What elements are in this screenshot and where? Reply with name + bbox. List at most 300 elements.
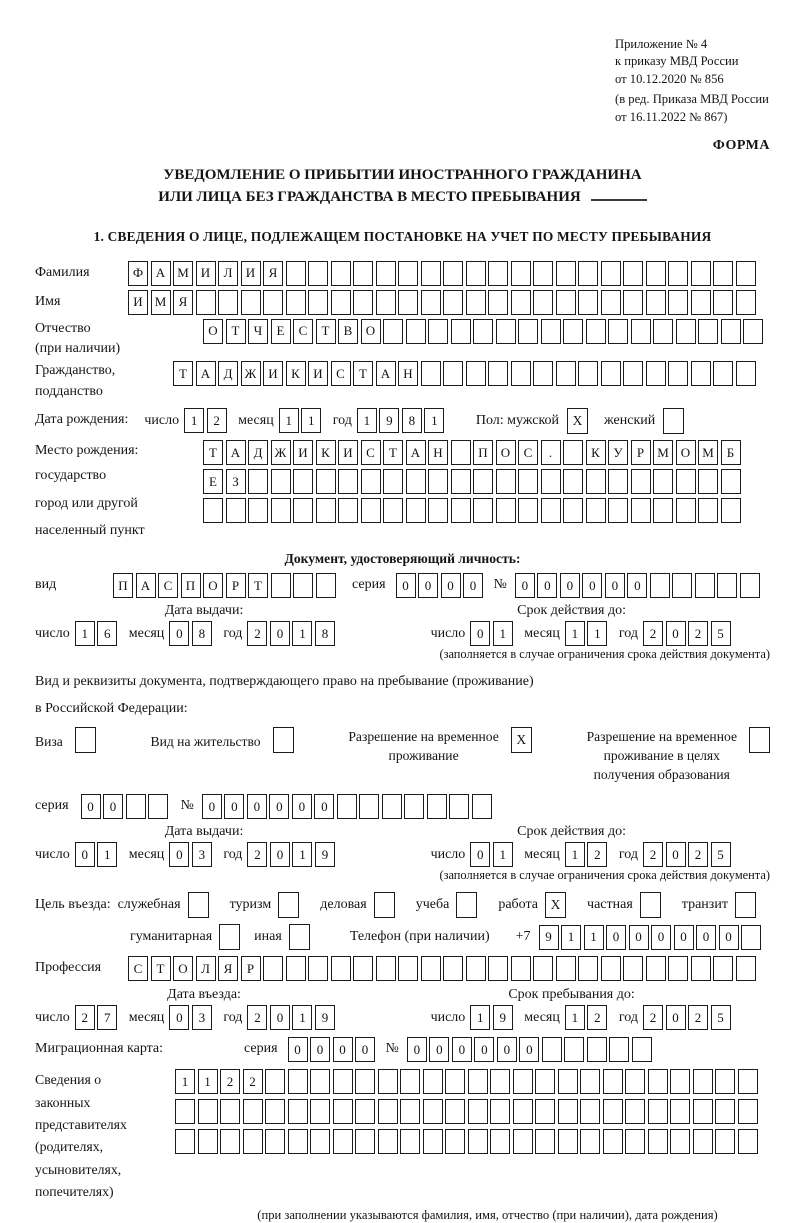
char-cell[interactable]: 0	[474, 1037, 494, 1062]
char-cell[interactable]	[533, 956, 553, 981]
char-cell[interactable]	[608, 469, 628, 494]
char-cell[interactable]: 2	[587, 1005, 607, 1030]
char-cell[interactable]	[564, 1037, 584, 1062]
char-cell[interactable]	[353, 956, 373, 981]
char-cell[interactable]	[578, 956, 598, 981]
char-cell[interactable]: 0	[169, 621, 189, 646]
char-cell[interactable]	[355, 1099, 375, 1124]
char-cell[interactable]	[488, 290, 508, 315]
char-cell[interactable]: 0	[463, 573, 483, 598]
char-cell[interactable]: 2	[220, 1069, 240, 1094]
char-cell[interactable]	[316, 573, 336, 598]
char-cell[interactable]: П	[113, 573, 133, 598]
char-cell[interactable]: Т	[383, 440, 403, 465]
char-cell[interactable]: 8	[402, 408, 422, 433]
char-cell[interactable]: О	[203, 573, 223, 598]
purpose-checkbox[interactable]	[374, 892, 395, 918]
char-cell[interactable]	[288, 1099, 308, 1124]
char-cell[interactable]	[376, 261, 396, 286]
char-cell[interactable]	[693, 1099, 713, 1124]
char-cell[interactable]: 0	[270, 621, 290, 646]
char-cell[interactable]	[466, 290, 486, 315]
char-cell[interactable]	[490, 1099, 510, 1124]
char-cell[interactable]	[646, 290, 666, 315]
char-cell[interactable]: 0	[333, 1037, 353, 1062]
char-cell[interactable]: 1	[175, 1069, 195, 1094]
char-cell[interactable]: Т	[151, 956, 171, 981]
char-cell[interactable]	[378, 1069, 398, 1094]
char-cell[interactable]: 8	[315, 621, 335, 646]
char-cell[interactable]: 1	[493, 621, 513, 646]
char-cell[interactable]: С	[293, 319, 313, 344]
char-cell[interactable]: 0	[627, 573, 647, 598]
char-cell[interactable]	[338, 498, 358, 523]
char-cell[interactable]: 0	[452, 1037, 472, 1062]
char-cell[interactable]: 1	[561, 925, 581, 950]
char-cell[interactable]	[338, 469, 358, 494]
char-cell[interactable]: 7	[97, 1005, 117, 1030]
char-cell[interactable]: 0	[666, 621, 686, 646]
char-cell[interactable]	[558, 1129, 578, 1154]
char-cell[interactable]	[248, 498, 268, 523]
char-cell[interactable]	[542, 1037, 562, 1062]
char-cell[interactable]	[333, 1069, 353, 1094]
char-cell[interactable]: 0	[651, 925, 671, 950]
char-cell[interactable]	[126, 794, 146, 819]
char-cell[interactable]	[625, 1069, 645, 1094]
char-cell[interactable]: 1	[357, 408, 377, 433]
char-cell[interactable]: 0	[103, 794, 123, 819]
char-cell[interactable]	[511, 290, 531, 315]
char-cell[interactable]: 0	[515, 573, 535, 598]
char-cell[interactable]: Б	[721, 440, 741, 465]
char-cell[interactable]	[558, 1069, 578, 1094]
char-cell[interactable]: 0	[202, 794, 222, 819]
char-cell[interactable]	[203, 498, 223, 523]
char-cell[interactable]	[310, 1069, 330, 1094]
char-cell[interactable]	[578, 361, 598, 386]
char-cell[interactable]	[511, 361, 531, 386]
char-cell[interactable]: Ч	[248, 319, 268, 344]
purpose-checkbox[interactable]	[188, 892, 209, 918]
char-cell[interactable]	[563, 440, 583, 465]
char-cell[interactable]: Р	[226, 573, 246, 598]
char-cell[interactable]: З	[226, 469, 246, 494]
char-cell[interactable]: А	[406, 440, 426, 465]
char-cell[interactable]: И	[263, 361, 283, 386]
char-cell[interactable]	[443, 261, 463, 286]
char-cell[interactable]: П	[181, 573, 201, 598]
char-cell[interactable]	[608, 498, 628, 523]
char-cell[interactable]: 2	[643, 621, 663, 646]
char-cell[interactable]	[376, 290, 396, 315]
char-cell[interactable]: С	[331, 361, 351, 386]
char-cell[interactable]	[691, 361, 711, 386]
char-cell[interactable]	[738, 1129, 758, 1154]
char-cell[interactable]: Ж	[271, 440, 291, 465]
char-cell[interactable]: И	[293, 440, 313, 465]
char-cell[interactable]: 5	[711, 621, 731, 646]
char-cell[interactable]: 0	[407, 1037, 427, 1062]
char-cell[interactable]: 0	[288, 1037, 308, 1062]
char-cell[interactable]	[535, 1129, 555, 1154]
char-cell[interactable]	[541, 319, 561, 344]
char-cell[interactable]	[580, 1099, 600, 1124]
char-cell[interactable]	[308, 261, 328, 286]
char-cell[interactable]	[445, 1069, 465, 1094]
char-cell[interactable]	[488, 361, 508, 386]
char-cell[interactable]	[468, 1129, 488, 1154]
char-cell[interactable]	[488, 956, 508, 981]
char-cell[interactable]	[676, 498, 696, 523]
char-cell[interactable]: 1	[565, 1005, 585, 1030]
char-cell[interactable]	[361, 469, 381, 494]
char-cell[interactable]	[631, 469, 651, 494]
char-cell[interactable]	[608, 319, 628, 344]
char-cell[interactable]	[293, 469, 313, 494]
char-cell[interactable]	[331, 290, 351, 315]
char-cell[interactable]	[721, 469, 741, 494]
char-cell[interactable]	[541, 469, 561, 494]
char-cell[interactable]: 1	[470, 1005, 490, 1030]
char-cell[interactable]: И	[308, 361, 328, 386]
char-cell[interactable]: 0	[666, 1005, 686, 1030]
char-cell[interactable]	[376, 956, 396, 981]
char-cell[interactable]: 9	[315, 842, 335, 867]
char-cell[interactable]: 1	[301, 408, 321, 433]
char-cell[interactable]	[265, 1129, 285, 1154]
char-cell[interactable]	[496, 319, 516, 344]
char-cell[interactable]	[713, 261, 733, 286]
char-cell[interactable]: Е	[203, 469, 223, 494]
purpose-checkbox[interactable]	[219, 924, 240, 950]
char-cell[interactable]	[406, 469, 426, 494]
char-cell[interactable]	[466, 956, 486, 981]
char-cell[interactable]	[496, 469, 516, 494]
char-cell[interactable]	[271, 498, 291, 523]
char-cell[interactable]	[558, 1099, 578, 1124]
char-cell[interactable]: 0	[537, 573, 557, 598]
char-cell[interactable]	[423, 1099, 443, 1124]
char-cell[interactable]: 0	[605, 573, 625, 598]
char-cell[interactable]	[668, 361, 688, 386]
char-cell[interactable]	[631, 319, 651, 344]
char-cell[interactable]: 5	[711, 842, 731, 867]
char-cell[interactable]	[648, 1129, 668, 1154]
char-cell[interactable]: М	[173, 261, 193, 286]
char-cell[interactable]	[676, 319, 696, 344]
char-cell[interactable]: 0	[396, 573, 416, 598]
char-cell[interactable]: 9	[493, 1005, 513, 1030]
char-cell[interactable]	[400, 1099, 420, 1124]
residence-doc-checkbox[interactable]	[749, 727, 770, 753]
char-cell[interactable]: Ф	[128, 261, 148, 286]
char-cell[interactable]: 0	[441, 573, 461, 598]
char-cell[interactable]: 0	[696, 925, 716, 950]
char-cell[interactable]	[378, 1099, 398, 1124]
char-cell[interactable]	[668, 290, 688, 315]
char-cell[interactable]	[333, 1099, 353, 1124]
char-cell[interactable]: 1	[584, 925, 604, 950]
char-cell[interactable]	[308, 956, 328, 981]
char-cell[interactable]: 0	[224, 794, 244, 819]
char-cell[interactable]	[631, 498, 651, 523]
char-cell[interactable]	[713, 290, 733, 315]
char-cell[interactable]: С	[518, 440, 538, 465]
char-cell[interactable]	[293, 498, 313, 523]
char-cell[interactable]: 6	[97, 621, 117, 646]
char-cell[interactable]: Т	[316, 319, 336, 344]
char-cell[interactable]	[382, 794, 402, 819]
char-cell[interactable]: 0	[470, 621, 490, 646]
char-cell[interactable]	[451, 440, 471, 465]
char-cell[interactable]	[293, 573, 313, 598]
char-cell[interactable]	[580, 1129, 600, 1154]
char-cell[interactable]	[220, 1099, 240, 1124]
char-cell[interactable]	[556, 361, 576, 386]
char-cell[interactable]	[715, 1099, 735, 1124]
char-cell[interactable]	[310, 1129, 330, 1154]
char-cell[interactable]: Н	[398, 361, 418, 386]
char-cell[interactable]	[359, 794, 379, 819]
char-cell[interactable]: В	[338, 319, 358, 344]
char-cell[interactable]: Е	[271, 319, 291, 344]
char-cell[interactable]	[653, 469, 673, 494]
char-cell[interactable]: 2	[688, 1005, 708, 1030]
char-cell[interactable]	[288, 1129, 308, 1154]
char-cell[interactable]	[241, 290, 261, 315]
char-cell[interactable]: А	[376, 361, 396, 386]
char-cell[interactable]	[353, 261, 373, 286]
char-cell[interactable]	[623, 361, 643, 386]
char-cell[interactable]: Н	[428, 440, 448, 465]
char-cell[interactable]: 0	[606, 925, 626, 950]
char-cell[interactable]: 2	[688, 842, 708, 867]
char-cell[interactable]	[578, 261, 598, 286]
sex-male-checkbox[interactable]: X	[567, 408, 588, 434]
char-cell[interactable]: 2	[587, 842, 607, 867]
char-cell[interactable]	[488, 261, 508, 286]
char-cell[interactable]: Я	[173, 290, 193, 315]
residence-doc-checkbox[interactable]	[75, 727, 96, 753]
char-cell[interactable]	[353, 290, 373, 315]
char-cell[interactable]: 0	[247, 794, 267, 819]
char-cell[interactable]: С	[158, 573, 178, 598]
char-cell[interactable]: 0	[429, 1037, 449, 1062]
char-cell[interactable]	[691, 261, 711, 286]
char-cell[interactable]	[670, 1099, 690, 1124]
char-cell[interactable]: 0	[497, 1037, 517, 1062]
char-cell[interactable]: К	[586, 440, 606, 465]
char-cell[interactable]: 1	[97, 842, 117, 867]
char-cell[interactable]	[333, 1129, 353, 1154]
char-cell[interactable]	[286, 290, 306, 315]
char-cell[interactable]	[451, 319, 471, 344]
char-cell[interactable]	[383, 498, 403, 523]
char-cell[interactable]: А	[136, 573, 156, 598]
char-cell[interactable]	[736, 956, 756, 981]
char-cell[interactable]	[736, 290, 756, 315]
char-cell[interactable]: 0	[674, 925, 694, 950]
char-cell[interactable]	[265, 1069, 285, 1094]
char-cell[interactable]	[466, 361, 486, 386]
char-cell[interactable]: С	[128, 956, 148, 981]
char-cell[interactable]	[468, 1099, 488, 1124]
purpose-checkbox[interactable]	[456, 892, 477, 918]
char-cell[interactable]	[466, 261, 486, 286]
char-cell[interactable]	[248, 469, 268, 494]
char-cell[interactable]	[383, 319, 403, 344]
char-cell[interactable]	[693, 1069, 713, 1094]
residence-doc-checkbox[interactable]: X	[511, 727, 532, 753]
char-cell[interactable]	[449, 794, 469, 819]
char-cell[interactable]: 0	[629, 925, 649, 950]
char-cell[interactable]	[625, 1099, 645, 1124]
char-cell[interactable]: 1	[75, 621, 95, 646]
char-cell[interactable]	[625, 1129, 645, 1154]
char-cell[interactable]: Ж	[241, 361, 261, 386]
char-cell[interactable]	[428, 469, 448, 494]
char-cell[interactable]	[736, 261, 756, 286]
char-cell[interactable]: М	[653, 440, 673, 465]
char-cell[interactable]	[623, 261, 643, 286]
char-cell[interactable]: С	[361, 440, 381, 465]
char-cell[interactable]	[740, 573, 760, 598]
char-cell[interactable]	[428, 498, 448, 523]
char-cell[interactable]	[646, 956, 666, 981]
char-cell[interactable]	[556, 290, 576, 315]
char-cell[interactable]: И	[128, 290, 148, 315]
char-cell[interactable]	[580, 1069, 600, 1094]
char-cell[interactable]	[533, 361, 553, 386]
char-cell[interactable]	[337, 794, 357, 819]
char-cell[interactable]: М	[698, 440, 718, 465]
char-cell[interactable]: Я	[263, 261, 283, 286]
char-cell[interactable]	[421, 956, 441, 981]
char-cell[interactable]	[715, 1129, 735, 1154]
char-cell[interactable]: 2	[643, 842, 663, 867]
char-cell[interactable]: 1	[493, 842, 513, 867]
char-cell[interactable]	[698, 319, 718, 344]
char-cell[interactable]: 1	[292, 1005, 312, 1030]
char-cell[interactable]	[698, 469, 718, 494]
char-cell[interactable]	[443, 956, 463, 981]
char-cell[interactable]	[265, 1099, 285, 1124]
char-cell[interactable]	[601, 261, 621, 286]
purpose-checkbox[interactable]	[289, 924, 310, 950]
char-cell[interactable]	[713, 956, 733, 981]
char-cell[interactable]	[586, 498, 606, 523]
char-cell[interactable]: 0	[560, 573, 580, 598]
char-cell[interactable]: У	[608, 440, 628, 465]
char-cell[interactable]	[398, 261, 418, 286]
char-cell[interactable]	[400, 1069, 420, 1094]
char-cell[interactable]: 0	[75, 842, 95, 867]
char-cell[interactable]: 5	[711, 1005, 731, 1030]
char-cell[interactable]	[428, 319, 448, 344]
char-cell[interactable]: О	[496, 440, 516, 465]
char-cell[interactable]: 0	[470, 842, 490, 867]
char-cell[interactable]	[670, 1069, 690, 1094]
char-cell[interactable]	[738, 1069, 758, 1094]
char-cell[interactable]	[421, 290, 441, 315]
char-cell[interactable]: Р	[241, 956, 261, 981]
char-cell[interactable]: Д	[218, 361, 238, 386]
char-cell[interactable]	[288, 1069, 308, 1094]
char-cell[interactable]: 9	[539, 925, 559, 950]
char-cell[interactable]	[672, 573, 692, 598]
char-cell[interactable]	[383, 469, 403, 494]
char-cell[interactable]: 0	[582, 573, 602, 598]
char-cell[interactable]	[443, 290, 463, 315]
char-cell[interactable]: И	[338, 440, 358, 465]
char-cell[interactable]	[691, 956, 711, 981]
char-cell[interactable]: 1	[184, 408, 204, 433]
char-cell[interactable]: А	[151, 261, 171, 286]
char-cell[interactable]: 2	[688, 621, 708, 646]
char-cell[interactable]	[423, 1069, 443, 1094]
char-cell[interactable]	[445, 1099, 465, 1124]
char-cell[interactable]	[361, 498, 381, 523]
char-cell[interactable]	[563, 498, 583, 523]
char-cell[interactable]	[421, 361, 441, 386]
char-cell[interactable]	[533, 261, 553, 286]
char-cell[interactable]: 0	[81, 794, 101, 819]
char-cell[interactable]: 0	[355, 1037, 375, 1062]
char-cell[interactable]	[541, 498, 561, 523]
char-cell[interactable]	[713, 361, 733, 386]
char-cell[interactable]	[721, 319, 741, 344]
char-cell[interactable]	[670, 1129, 690, 1154]
char-cell[interactable]	[355, 1129, 375, 1154]
char-cell[interactable]: 0	[270, 1005, 290, 1030]
char-cell[interactable]	[535, 1069, 555, 1094]
char-cell[interactable]	[406, 319, 426, 344]
char-cell[interactable]	[623, 290, 643, 315]
char-cell[interactable]: Т	[226, 319, 246, 344]
char-cell[interactable]	[473, 469, 493, 494]
char-cell[interactable]: 3	[192, 842, 212, 867]
char-cell[interactable]	[601, 956, 621, 981]
char-cell[interactable]	[331, 956, 351, 981]
char-cell[interactable]: 1	[565, 621, 585, 646]
char-cell[interactable]: 2	[247, 1005, 267, 1030]
char-cell[interactable]: Л	[196, 956, 216, 981]
char-cell[interactable]: .	[541, 440, 561, 465]
sex-female-checkbox[interactable]	[663, 408, 684, 434]
char-cell[interactable]	[286, 956, 306, 981]
char-cell[interactable]	[518, 469, 538, 494]
char-cell[interactable]	[473, 498, 493, 523]
char-cell[interactable]: 3	[192, 1005, 212, 1030]
char-cell[interactable]	[196, 290, 216, 315]
char-cell[interactable]	[518, 498, 538, 523]
char-cell[interactable]	[496, 498, 516, 523]
char-cell[interactable]	[563, 469, 583, 494]
char-cell[interactable]	[286, 261, 306, 286]
char-cell[interactable]: 2	[643, 1005, 663, 1030]
char-cell[interactable]: 2	[243, 1069, 263, 1094]
char-cell[interactable]	[717, 573, 737, 598]
char-cell[interactable]	[378, 1129, 398, 1154]
char-cell[interactable]	[738, 1099, 758, 1124]
purpose-checkbox[interactable]	[640, 892, 661, 918]
char-cell[interactable]	[518, 319, 538, 344]
char-cell[interactable]	[648, 1069, 668, 1094]
char-cell[interactable]	[271, 573, 291, 598]
char-cell[interactable]	[513, 1069, 533, 1094]
char-cell[interactable]	[603, 1099, 623, 1124]
